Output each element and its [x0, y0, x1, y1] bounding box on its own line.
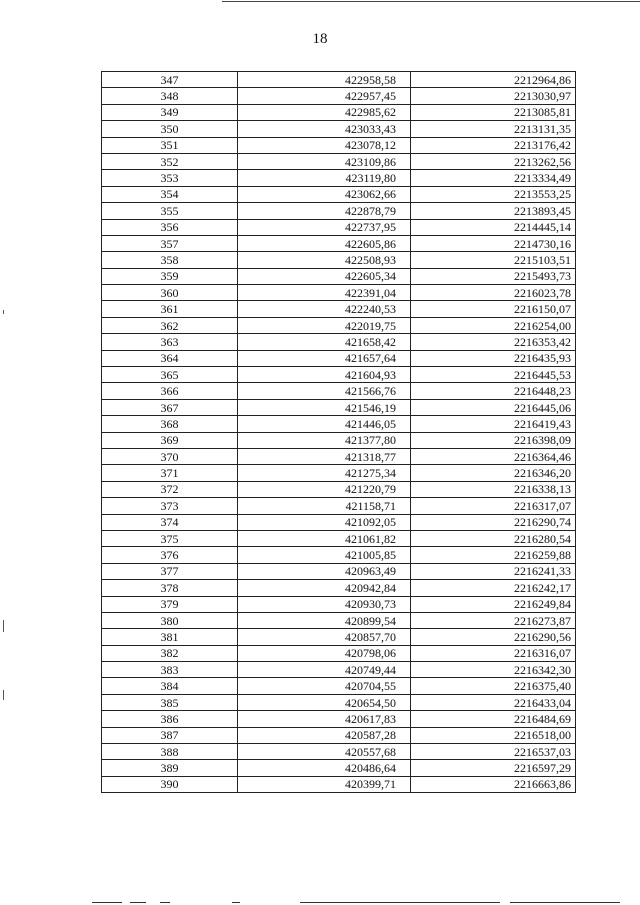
y-coordinate-cell: 2215103,51: [411, 252, 576, 268]
table-row: [102, 153, 576, 169]
point-number-cell: 383: [102, 662, 238, 678]
y-coordinate-cell: 2216597,29: [411, 760, 576, 776]
point-number-cell: 357: [102, 235, 238, 251]
x-coordinate-cell: 423062,66: [238, 186, 411, 202]
point-number-cell: 352: [102, 153, 238, 169]
point-number-cell: 347: [102, 72, 238, 88]
y-coordinate-cell: 2216259,88: [411, 547, 576, 563]
table-row: [102, 432, 576, 448]
point-number-cell: 372: [102, 481, 238, 497]
y-coordinate-cell: 2212964,86: [411, 72, 576, 88]
point-number-cell: 359: [102, 268, 238, 284]
scan-mark: [3, 620, 4, 632]
point-number-cell: 351: [102, 137, 238, 153]
x-coordinate-cell: 422240,53: [238, 301, 411, 317]
y-coordinate-cell: 2216484,69: [411, 711, 576, 727]
x-coordinate-cell: 423119,80: [238, 170, 411, 186]
table-row: [102, 383, 576, 399]
x-coordinate-cell: 420557,68: [238, 744, 411, 760]
point-number-cell: 370: [102, 448, 238, 464]
top-rule: [222, 1, 640, 2]
y-coordinate-cell: 2216353,42: [411, 334, 576, 350]
point-number-cell: 362: [102, 317, 238, 333]
scan-mark: [92, 902, 122, 903]
x-coordinate-cell: 421318,77: [238, 448, 411, 464]
table-row: [102, 498, 576, 514]
scan-mark: [160, 902, 170, 903]
point-number-cell: 387: [102, 727, 238, 743]
scan-mark: [232, 902, 240, 903]
coordinates-table-body: [102, 72, 576, 793]
table-row: [102, 88, 576, 104]
table-row: [102, 776, 576, 792]
y-coordinate-cell: 2216375,40: [411, 678, 576, 694]
coordinates-table: [101, 71, 576, 793]
y-coordinate-cell: 2216518,00: [411, 727, 576, 743]
x-coordinate-cell: 420486,64: [238, 760, 411, 776]
x-coordinate-cell: 420704,55: [238, 678, 411, 694]
point-number-cell: 349: [102, 104, 238, 120]
x-coordinate-cell: 420942,84: [238, 580, 411, 596]
y-coordinate-cell: 2216346,20: [411, 465, 576, 481]
table-row: [102, 530, 576, 546]
y-coordinate-cell: 2216448,23: [411, 383, 576, 399]
y-coordinate-cell: 2216419,43: [411, 416, 576, 432]
point-number-cell: 363: [102, 334, 238, 350]
point-number-cell: 358: [102, 252, 238, 268]
x-coordinate-cell: 422019,75: [238, 317, 411, 333]
x-coordinate-cell: 422985,62: [238, 104, 411, 120]
x-coordinate-cell: 421275,34: [238, 465, 411, 481]
point-number-cell: 377: [102, 563, 238, 579]
point-number-cell: 348: [102, 88, 238, 104]
y-coordinate-cell: 2213334,49: [411, 170, 576, 186]
point-number-cell: 374: [102, 514, 238, 530]
y-coordinate-cell: 2216342,30: [411, 662, 576, 678]
point-number-cell: 388: [102, 744, 238, 760]
y-coordinate-cell: 2216290,56: [411, 629, 576, 645]
table-row: [102, 711, 576, 727]
table-row: [102, 580, 576, 596]
table-row: [102, 186, 576, 202]
point-number-cell: 353: [102, 170, 238, 186]
x-coordinate-cell: 421604,93: [238, 367, 411, 383]
y-coordinate-cell: 2213085,81: [411, 104, 576, 120]
table-row: [102, 678, 576, 694]
y-coordinate-cell: 2214445,14: [411, 219, 576, 235]
point-number-cell: 350: [102, 121, 238, 137]
x-coordinate-cell: 420654,50: [238, 694, 411, 710]
table-row: [102, 268, 576, 284]
table-row: [102, 694, 576, 710]
point-number-cell: 360: [102, 285, 238, 301]
table-row: [102, 760, 576, 776]
point-number-cell: 384: [102, 678, 238, 694]
y-coordinate-cell: 2216445,53: [411, 367, 576, 383]
y-coordinate-cell: 2213030,97: [411, 88, 576, 104]
point-number-cell: 365: [102, 367, 238, 383]
table-row: [102, 72, 576, 88]
point-number-cell: 379: [102, 596, 238, 612]
scan-mark: [510, 902, 620, 903]
page-number: 18: [312, 31, 328, 47]
y-coordinate-cell: 2213262,56: [411, 153, 576, 169]
y-coordinate-cell: 2213553,25: [411, 186, 576, 202]
x-coordinate-cell: 421657,64: [238, 350, 411, 366]
table-row: [102, 235, 576, 251]
y-coordinate-cell: 2216663,86: [411, 776, 576, 792]
y-coordinate-cell: 2216338,13: [411, 481, 576, 497]
table-row: [102, 104, 576, 120]
x-coordinate-cell: 423078,12: [238, 137, 411, 153]
table-row: [102, 170, 576, 186]
x-coordinate-cell: 422508,93: [238, 252, 411, 268]
x-coordinate-cell: 422391,04: [238, 285, 411, 301]
point-number-cell: 382: [102, 645, 238, 661]
table-row: [102, 612, 576, 628]
y-coordinate-cell: 2216433,04: [411, 694, 576, 710]
point-number-cell: 385: [102, 694, 238, 710]
point-number-cell: 366: [102, 383, 238, 399]
x-coordinate-cell: 421377,80: [238, 432, 411, 448]
x-coordinate-cell: 423033,43: [238, 121, 411, 137]
table-row: [102, 744, 576, 760]
table-row: [102, 203, 576, 219]
x-coordinate-cell: 421546,19: [238, 399, 411, 415]
y-coordinate-cell: 2216290,74: [411, 514, 576, 530]
y-coordinate-cell: 2216280,54: [411, 530, 576, 546]
y-coordinate-cell: 2216398,09: [411, 432, 576, 448]
x-coordinate-cell: 423109,86: [238, 153, 411, 169]
x-coordinate-cell: 422605,86: [238, 235, 411, 251]
scan-mark: [3, 310, 4, 314]
point-number-cell: 375: [102, 530, 238, 546]
x-coordinate-cell: 420963,49: [238, 563, 411, 579]
y-coordinate-cell: 2216241,33: [411, 563, 576, 579]
table-row: [102, 367, 576, 383]
table-row: [102, 645, 576, 661]
table-row: [102, 481, 576, 497]
x-coordinate-cell: 421158,71: [238, 498, 411, 514]
y-coordinate-cell: 2216445,06: [411, 399, 576, 415]
point-number-cell: 380: [102, 612, 238, 628]
table-row: [102, 137, 576, 153]
point-number-cell: 356: [102, 219, 238, 235]
table-row: [102, 448, 576, 464]
y-coordinate-cell: 2215493,73: [411, 268, 576, 284]
table-row: [102, 252, 576, 268]
x-coordinate-cell: 422878,79: [238, 203, 411, 219]
table-row: [102, 563, 576, 579]
table-row: [102, 317, 576, 333]
x-coordinate-cell: 421446,05: [238, 416, 411, 432]
y-coordinate-cell: 2216150,07: [411, 301, 576, 317]
point-number-cell: 381: [102, 629, 238, 645]
x-coordinate-cell: 420749,44: [238, 662, 411, 678]
x-coordinate-cell: 422737,95: [238, 219, 411, 235]
scan-mark: [3, 690, 4, 700]
point-number-cell: 386: [102, 711, 238, 727]
table-row: [102, 399, 576, 415]
x-coordinate-cell: 420899,54: [238, 612, 411, 628]
table-row: [102, 727, 576, 743]
point-number-cell: 373: [102, 498, 238, 514]
x-coordinate-cell: 422605,34: [238, 268, 411, 284]
table-row: [102, 514, 576, 530]
y-coordinate-cell: 2216435,93: [411, 350, 576, 366]
scan-mark: [130, 902, 146, 903]
y-coordinate-cell: 2216537,03: [411, 744, 576, 760]
point-number-cell: 354: [102, 186, 238, 202]
x-coordinate-cell: 421092,05: [238, 514, 411, 530]
table-row: [102, 350, 576, 366]
x-coordinate-cell: 421005,85: [238, 547, 411, 563]
table-row: [102, 121, 576, 137]
table-row: [102, 285, 576, 301]
table-row: [102, 334, 576, 350]
x-coordinate-cell: 421658,42: [238, 334, 411, 350]
x-coordinate-cell: 420399,71: [238, 776, 411, 792]
x-coordinate-cell: 421566,76: [238, 383, 411, 399]
y-coordinate-cell: 2216317,07: [411, 498, 576, 514]
table-row: [102, 547, 576, 563]
x-coordinate-cell: 420587,28: [238, 727, 411, 743]
table-row: [102, 662, 576, 678]
y-coordinate-cell: 2216254,00: [411, 317, 576, 333]
point-number-cell: 368: [102, 416, 238, 432]
y-coordinate-cell: 2213176,42: [411, 137, 576, 153]
table-row: [102, 629, 576, 645]
x-coordinate-cell: 420857,70: [238, 629, 411, 645]
point-number-cell: 389: [102, 760, 238, 776]
y-coordinate-cell: 2216249,84: [411, 596, 576, 612]
point-number-cell: 378: [102, 580, 238, 596]
y-coordinate-cell: 2216023,78: [411, 285, 576, 301]
y-coordinate-cell: 2216273,87: [411, 612, 576, 628]
y-coordinate-cell: 2214730,16: [411, 235, 576, 251]
y-coordinate-cell: 2213131,35: [411, 121, 576, 137]
scan-mark: [300, 902, 500, 903]
y-coordinate-cell: 2216316,07: [411, 645, 576, 661]
x-coordinate-cell: 420617,83: [238, 711, 411, 727]
x-coordinate-cell: 421220,79: [238, 481, 411, 497]
table-row: [102, 465, 576, 481]
point-number-cell: 361: [102, 301, 238, 317]
x-coordinate-cell: 420798,06: [238, 645, 411, 661]
point-number-cell: 367: [102, 399, 238, 415]
point-number-cell: 371: [102, 465, 238, 481]
y-coordinate-cell: 2213893,45: [411, 203, 576, 219]
point-number-cell: 369: [102, 432, 238, 448]
x-coordinate-cell: 422957,45: [238, 88, 411, 104]
y-coordinate-cell: 2216242,17: [411, 580, 576, 596]
table-row: [102, 219, 576, 235]
point-number-cell: 355: [102, 203, 238, 219]
point-number-cell: 376: [102, 547, 238, 563]
x-coordinate-cell: 422958,58: [238, 72, 411, 88]
point-number-cell: 390: [102, 776, 238, 792]
y-coordinate-cell: 2216364,46: [411, 448, 576, 464]
x-coordinate-cell: 421061,82: [238, 530, 411, 546]
point-number-cell: 364: [102, 350, 238, 366]
table-row: [102, 596, 576, 612]
table-row: [102, 416, 576, 432]
table-row: [102, 301, 576, 317]
x-coordinate-cell: 420930,73: [238, 596, 411, 612]
